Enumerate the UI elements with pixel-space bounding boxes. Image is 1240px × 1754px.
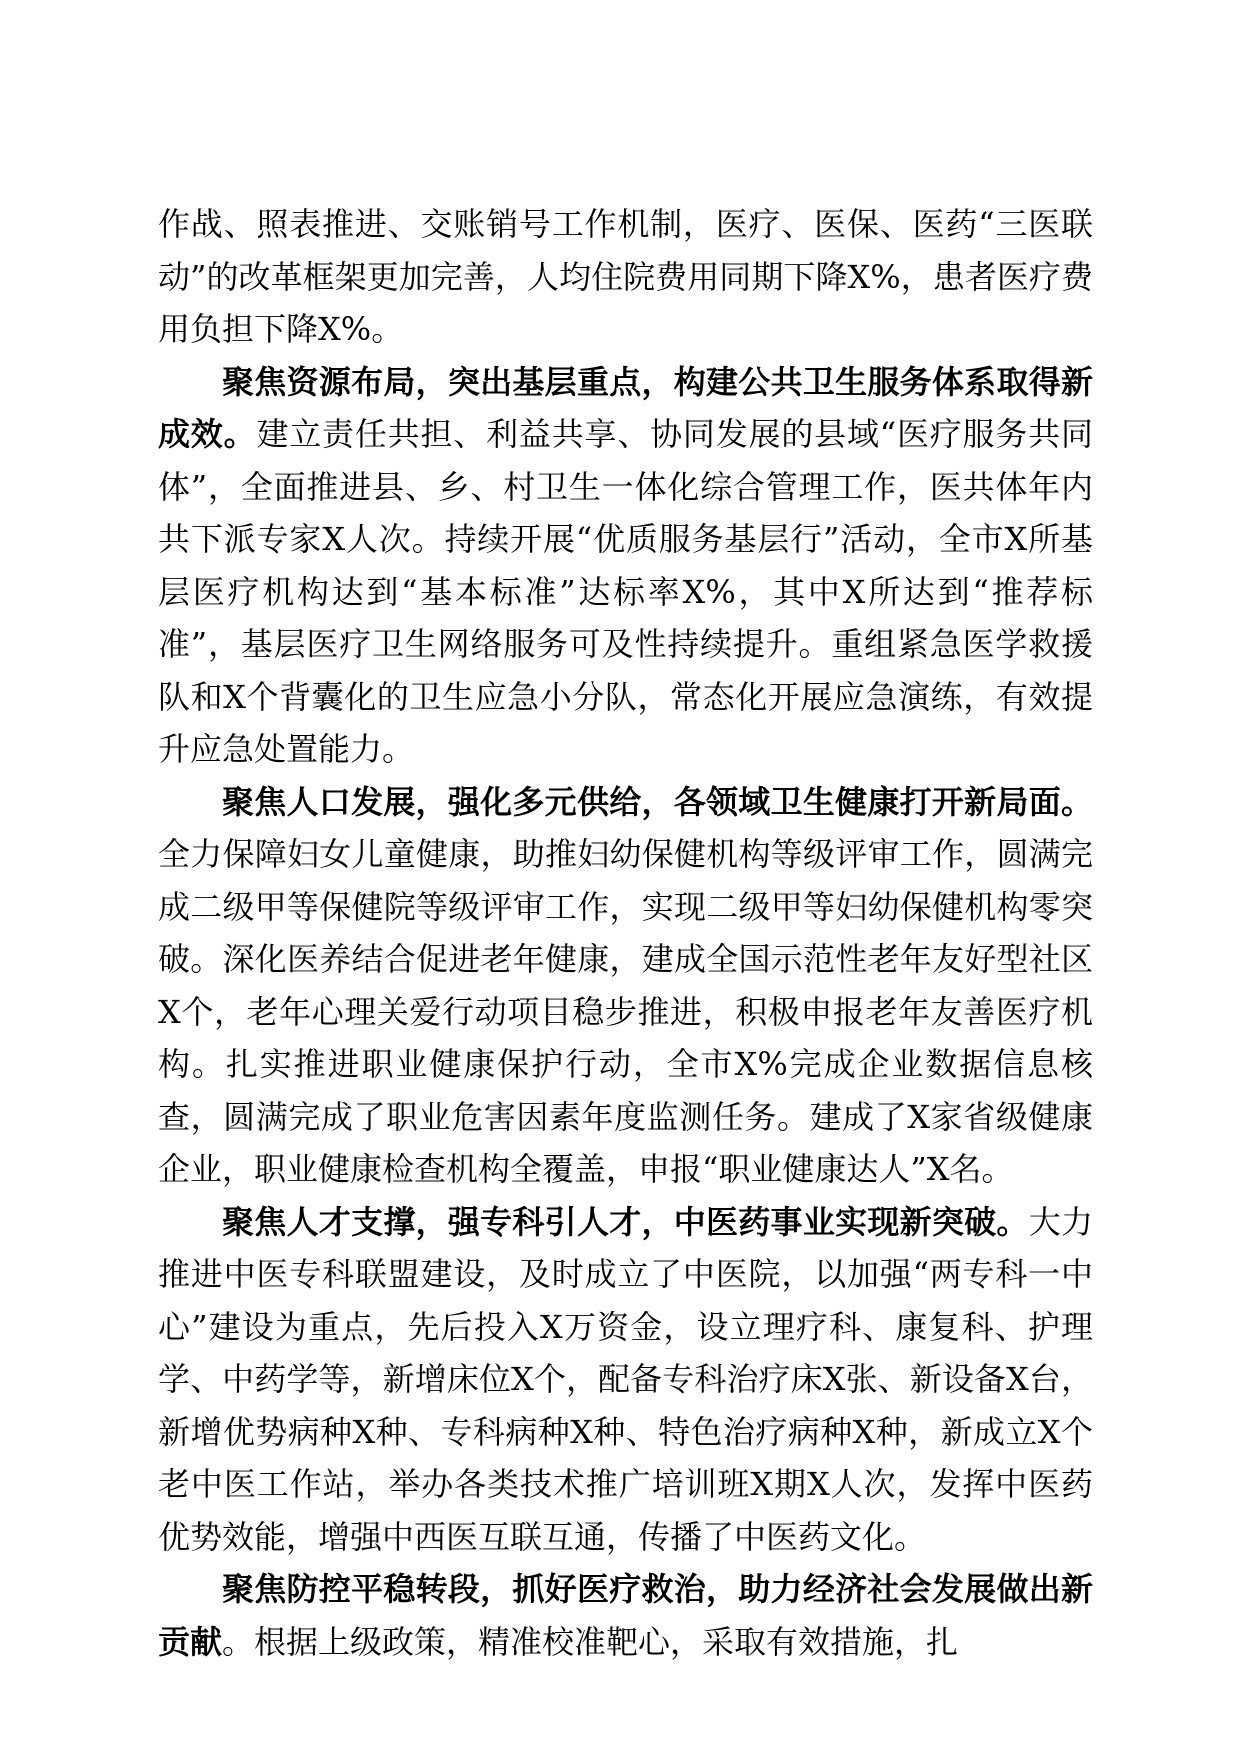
paragraph-body: 建立责任共担、利益共享、协同发展的县域“医疗服务共同体”，全面推进县、乡、村卫生一体化综合管理工作，医共体年内共下派专家X人次。持续开展“优质服务基层行”活动，全市X所基层医疗机构达到“基本标准”达标率X%，其中X所达到“推荐标准”，基层医疗卫生网络服务可及性持续提升。重组紧急医学救援队和X个背囊化的卫生应急小分队，常态化开展应急演练，有效提升应急处置能力。 bbox=[158, 415, 1093, 768]
paragraph-heading: 聚焦防控平稳转段，抓好医疗救治，助力经济社会发展做出新贡献 bbox=[158, 1570, 1093, 1661]
paragraph-population-development bbox=[158, 776, 1093, 1196]
paragraph-heading: 聚焦人才支撑，强专科引人才，中医药事业实现新突破。 bbox=[222, 1202, 1029, 1241]
paragraph-talent-support bbox=[158, 1196, 1093, 1564]
paragraph-epidemic-transition bbox=[158, 1563, 1093, 1668]
document-page bbox=[158, 198, 1093, 1668]
paragraph-body: 。根据上级政策，精准校准靶心，采取有效措施，扎 bbox=[222, 1622, 959, 1661]
paragraph-continuation bbox=[158, 198, 1093, 356]
paragraph-resource-layout bbox=[158, 356, 1093, 776]
paragraph-heading: 聚焦资源布局，突出基层重点，构建公共卫生服务体系取得新成效。 bbox=[158, 362, 1093, 453]
paragraph-body: 作战、照表推进、交账销号工作机制，医疗、医保、医药“三医联动”的改革框架更加完善，人均住院费用同期下降X%，患者医疗费用负担下降X%。 bbox=[158, 205, 1093, 348]
paragraph-heading: 聚焦人口发展，强化多元供给，各领域卫生健康打开新局面。 bbox=[222, 782, 1093, 821]
paragraph-body: 大力推进中医专科联盟建设，及时成立了中医院，以加强“两专科一中心”建设为重点，先后投入X万资金，设立理疗科、康复科、护理学、中药学等，新增床位X个，配备专科治疗床X张、新设备X台，新增优势病种X种、专科病种X种、特色治疗病种X种，新成立X个老中医工作站，举办各类技术推广培训班X期X人次，发挥中医药优势效能，增强中西医互联互通，传播了中医药文化。 bbox=[158, 1202, 1093, 1556]
paragraph-body: 全力保障妇女儿童健康，助推妇幼保健机构等级评审工作，圆满完成二级甲等保健院等级评审工作，实现二级甲等妇幼保健机构零突破。深化医养结合促进老年健康，建成全国示范性老年友好型社区X个，老年心理关爱行动项目稳步推进，积极申报老年友善医疗机构。扎实推进职业健康保护行动，全市X%完成企业数据信息核查，圆满完成了职业危害因素年度监测任务。建成了X家省级健康企业，职业健康检查机构全覆盖，申报“职业健康达人”X名。 bbox=[158, 835, 1093, 1188]
